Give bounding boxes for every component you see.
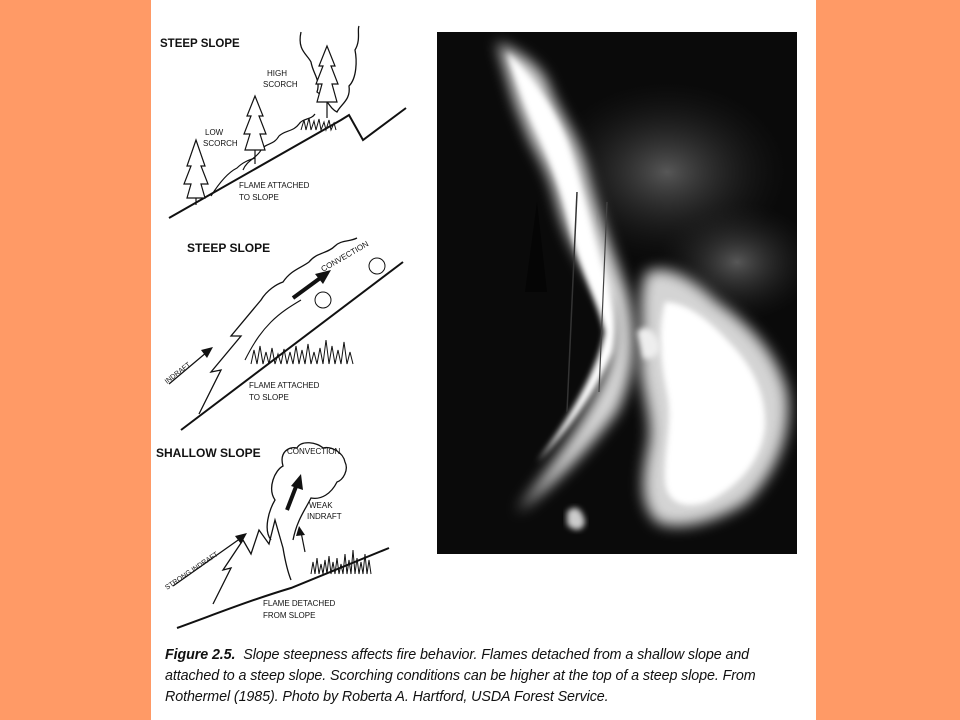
figure-caption-text: Slope steepness affects fire behavior. Flames detached from a shallow slope and attached to a steep slope. Scorching conditions can be higher at the top of a steep slope. From Rothermel (1985). Photo by Roberta A. Hartford, USDA Forest Service. [165,647,756,705]
low-scorch-label-1: LOW [205,128,224,137]
strong-indraft-arrowhead [235,533,247,544]
steep-slope-scorch-diagram [160,26,406,218]
fire-photo-image [437,32,797,554]
steep-slope-title-2: STEEP SLOPE [187,241,271,255]
book-page [151,0,816,720]
shallow-slope-title: SHALLOW SLOPE [156,446,261,460]
steep-slope-title-1: STEEP SLOPE [160,38,240,50]
weak-indraft-label-1: WEAK [309,501,333,510]
high-scorch-label-2: SCORCH [263,80,298,89]
indraft-label-2: INDRAFT [163,361,193,386]
flame-attached-label-2b: TO SLOPE [249,393,289,402]
slope-line-2 [181,262,403,430]
slope-diagrams [151,0,431,640]
convection-arrowhead-3 [291,474,303,490]
tree-high [316,46,338,118]
vegetation-2 [251,340,353,364]
shallow-slope-diagram [156,443,389,628]
shrub-2 [315,292,331,308]
flame-attached-label-1b: TO SLOPE [239,193,279,202]
figure-caption [165,645,805,708]
low-scorch-label-2: SCORCH [203,139,238,148]
strong-indraft-label: STRONG INDRAFT [164,551,220,592]
convection-cloud-3 [267,443,346,540]
high-scorch-label-1: HIGH [267,69,287,78]
shrub-2b [369,258,385,274]
figure-label: Figure 2.5. [165,647,236,663]
weak-indraft-arrowhead [296,526,305,536]
convection-arrow-3 [287,484,297,510]
flame-attached-label-2a: FLAME ATTACHED [249,381,320,390]
convection-label-2: CONVECTION [319,239,371,274]
tree-middle [244,96,266,164]
grass-3 [311,550,371,574]
flame-attached-label-1a: FLAME ATTACHED [239,181,310,190]
flame-detached-label-a: FLAME DETACHED [263,599,336,608]
convection-arrow-2 [293,276,323,298]
tree-low [184,140,208,205]
fire-photograph [437,32,797,554]
weak-indraft-label-2: INDRAFT [307,512,342,521]
steep-slope-convection-diagram [164,238,403,430]
convection-label-3: CONVECTION [287,447,341,456]
flame-detached-label-b: FROM SLOPE [263,611,316,620]
